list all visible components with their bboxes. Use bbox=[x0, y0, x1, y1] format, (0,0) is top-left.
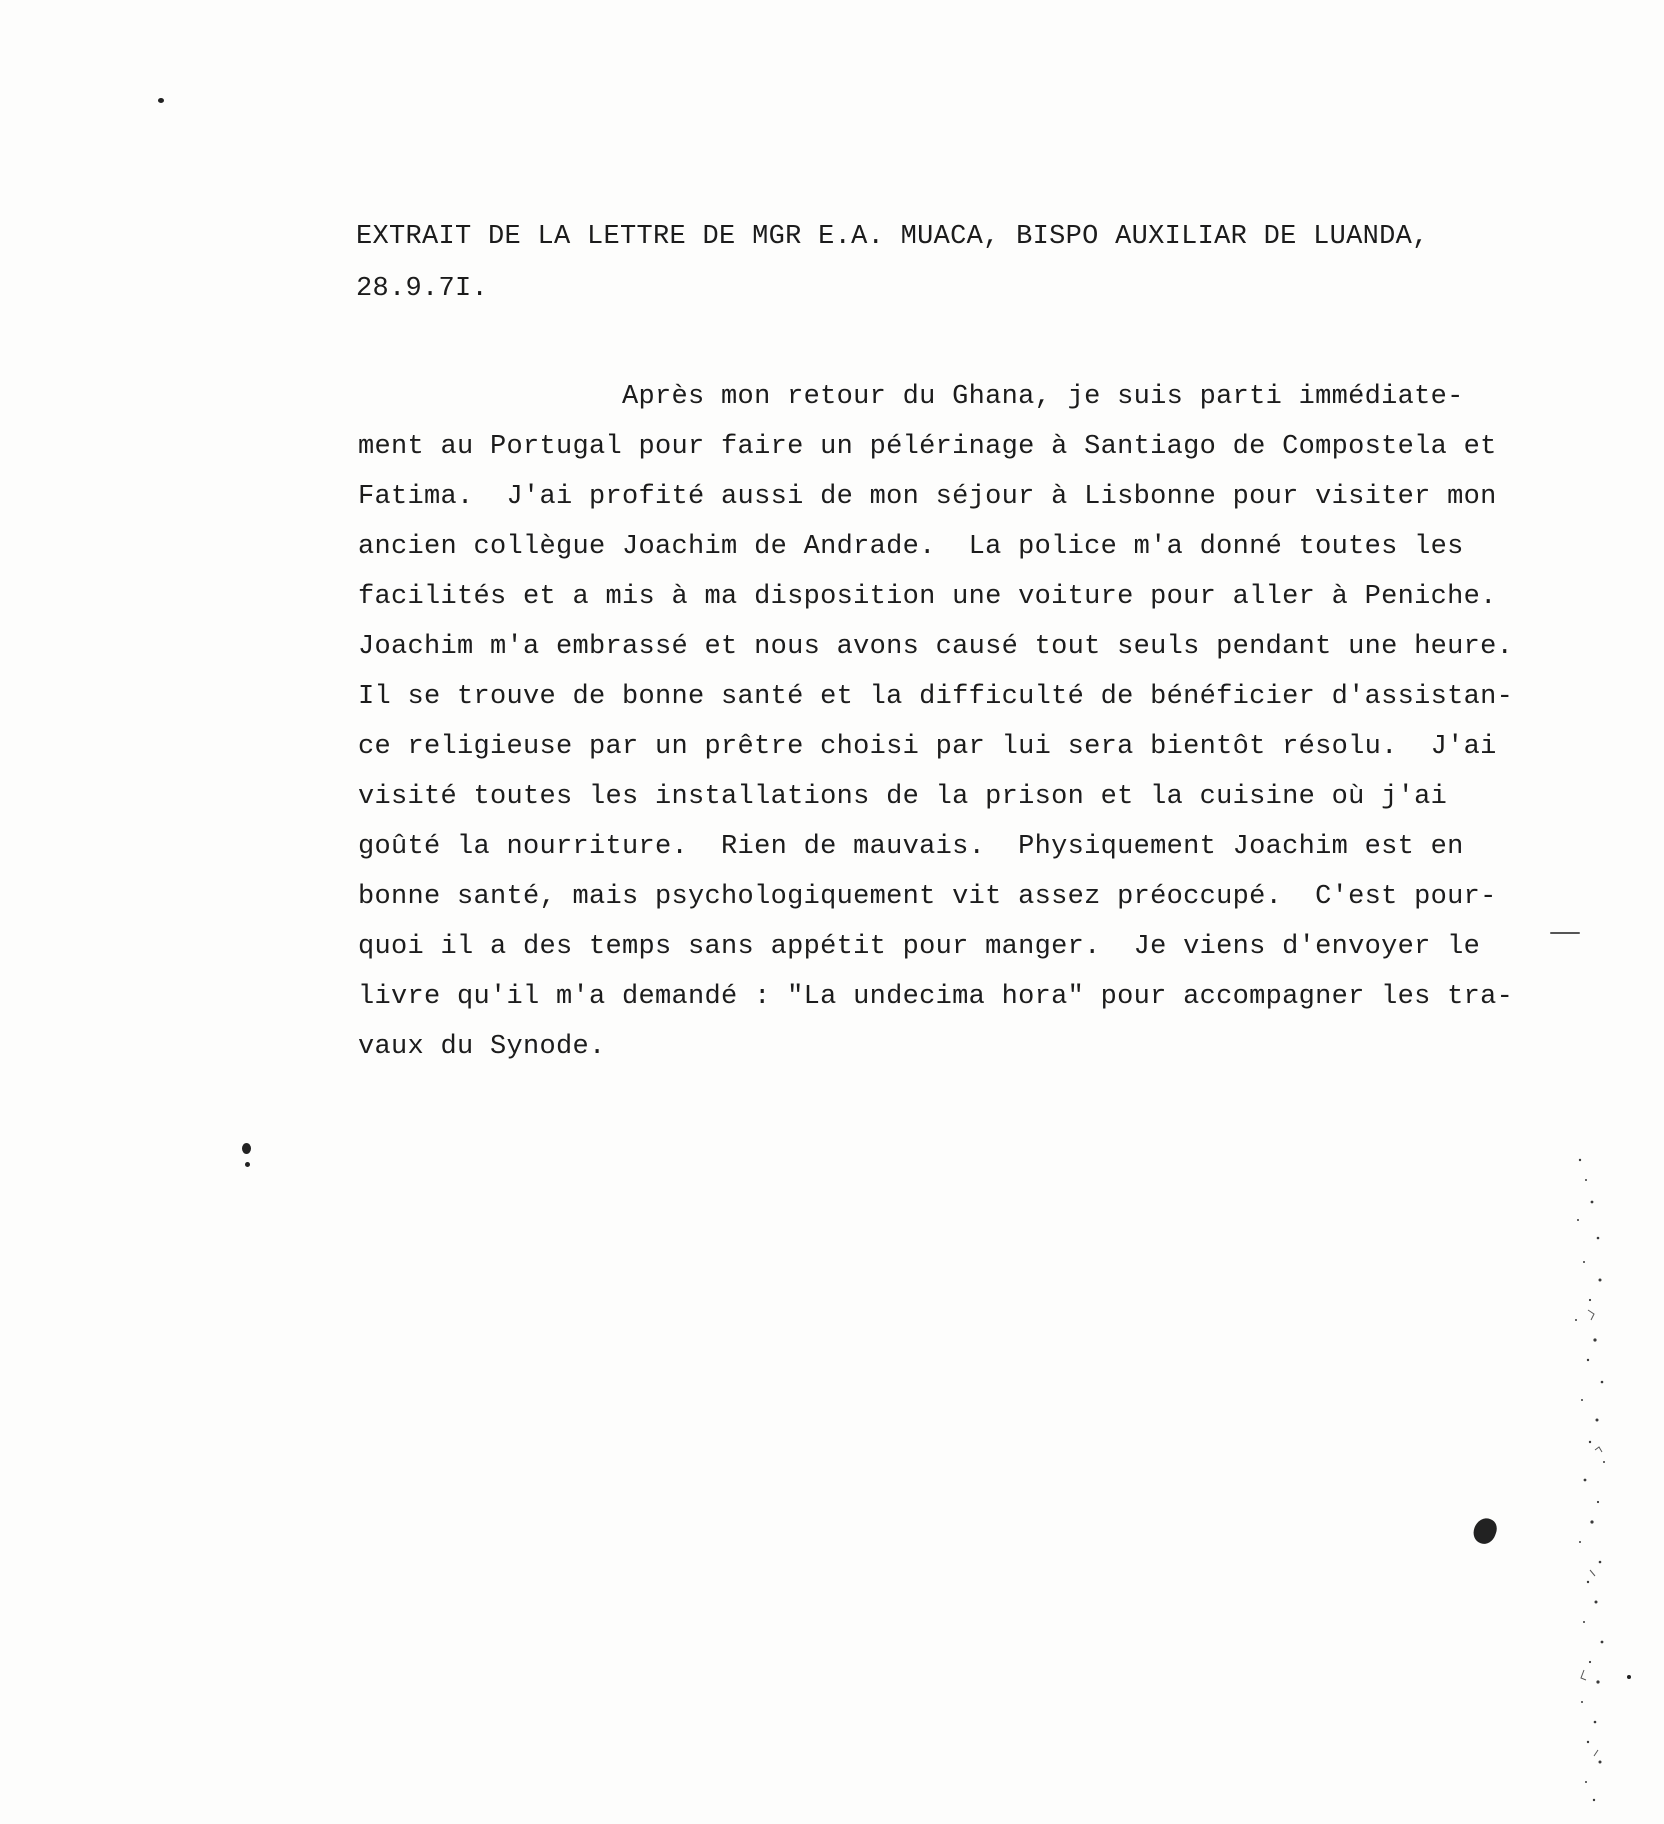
speck-mark bbox=[245, 1162, 250, 1167]
dash-mark bbox=[1550, 932, 1580, 934]
document-heading-line-1: EXTRAIT DE LA LETTRE DE MGR E.A. MUACA, BISPO AUXILIAR DE LUANDA, bbox=[356, 222, 1429, 252]
document-date-line: 28.9.7I. bbox=[356, 274, 489, 304]
ink-blot bbox=[1470, 1515, 1500, 1547]
body-line-9: visité toutes les installations de la prison et la cuisine où j'ai bbox=[358, 782, 1448, 812]
body-line-1: Après mon retour du Ghana, je suis parti immédiate- bbox=[358, 382, 1464, 412]
body-line-12: quoi il a des temps sans appétit pour manger. Je viens d'envoyer le bbox=[358, 932, 1481, 962]
body-line-3: Fatima. J'ai profité aussi de mon séjour à Lisbonne pour visiter mon bbox=[358, 482, 1497, 512]
body-line-11: bonne santé, mais psychologiquement vit assez préoccupé. C'est pour- bbox=[358, 882, 1497, 912]
body-line-7: Il se trouve de bonne santé et la difficulté de bénéficier d'assistan- bbox=[358, 682, 1514, 712]
body-line-2: ment au Portugal pour faire un pélérinage à Santiago de Compostela et bbox=[358, 432, 1497, 462]
body-line-4: ancien collègue Joachim de Andrade. La police m'a donné toutes les bbox=[358, 532, 1464, 562]
speck-mark bbox=[242, 1143, 251, 1154]
body-line-6: Joachim m'a embrassé et nous avons causé tout seuls pendant une heure. bbox=[358, 632, 1514, 662]
body-line-10: goûté la nourriture. Rien de mauvais. Physiquement Joachim est en bbox=[358, 832, 1464, 862]
edge-speckle-noise bbox=[1540, 1150, 1610, 1810]
body-line-13: livre qu'il m'a demandé : "La undecima hora" pour accompagner les tra- bbox=[358, 982, 1514, 1012]
body-line-5: facilités et a mis à ma disposition une voiture pour aller à Peniche. bbox=[358, 582, 1497, 612]
speck-mark bbox=[1627, 1675, 1631, 1679]
body-line-14: vaux du Synode. bbox=[358, 1032, 606, 1062]
body-line-8: ce religieuse par un prêtre choisi par lui sera bientôt résolu. J'ai bbox=[358, 732, 1497, 762]
speck-mark bbox=[158, 98, 164, 103]
